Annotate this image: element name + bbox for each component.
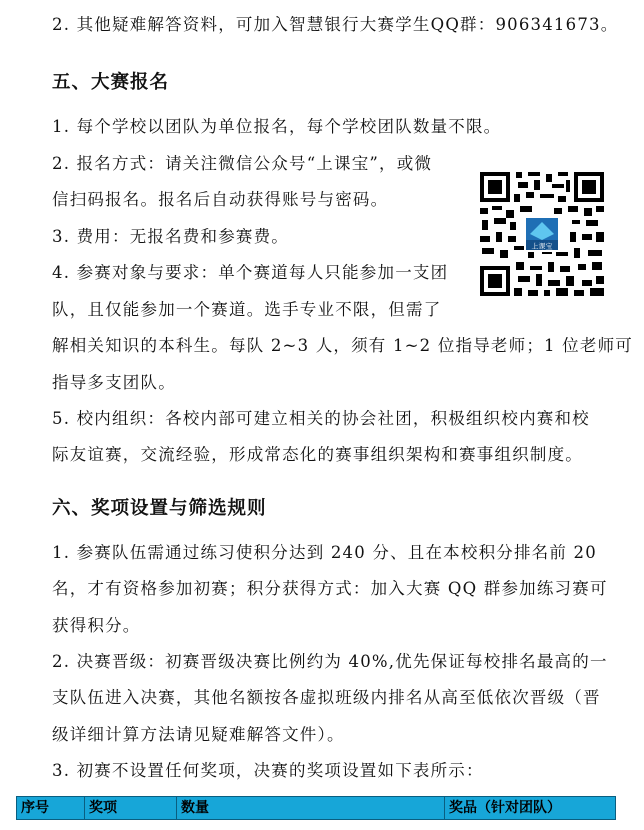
text-line: 际友谊赛，交流经验，形成常态化的赛事组织架构和赛事组织制度。 (52, 445, 583, 464)
text-line: 4. 参赛对象与要求：单个赛道每人只能参加一支团 (52, 263, 449, 282)
table-header-cell: 奖品（针对团队） (449, 800, 561, 816)
section-heading-5: 五、大赛报名 (52, 72, 170, 93)
text-line: 2. 决赛晋级：初赛晋级决赛比例约为 40%,优先保证每校排名最高的一 (52, 652, 608, 671)
table-header-cell: 序号 (17, 797, 85, 819)
text-line: 1. 每个学校以团队为单位报名，每个学校团队数量不限。 (52, 117, 502, 136)
text-line: 获得积分。 (52, 616, 141, 635)
section-heading-6: 六、奖项设置与筛选规则 (52, 498, 267, 519)
text-line: 级详细计算方法请见疑难解答文件）。 (52, 725, 345, 744)
text-line: 2. 其他疑难解答资料，可加入智慧银行大赛学生QQ群：906341673。 (52, 15, 619, 34)
text-line: 信扫码报名。报名后自动获得账号与密码。 (52, 190, 389, 209)
qr-code-image[interactable] (478, 170, 606, 298)
table-header-cell: 数量 (177, 797, 445, 819)
table-header-cell: 奖项 (85, 797, 177, 819)
text-line: 5. 校内组织：各校内部可建立相关的协会社团，积极组织校内赛和校 (52, 409, 590, 428)
text-line: 名，才有资格参加初赛；积分获得方式：加入大赛 QQ 群参加练习赛可 (52, 579, 608, 598)
text-line: 1. 参赛队伍需通过练习使积分达到 240 分、且在本校积分排名前 20 (52, 543, 597, 562)
awards-table-header (16, 796, 616, 820)
text-line: 2. 报名方式：请关注微信公众号“上课宝”，或微 (52, 154, 433, 173)
qr-logo-text: 上课宝 (531, 242, 553, 251)
text-line: 3. 费用：无报名费和参赛费。 (52, 227, 289, 246)
text-line: 指导多支团队。 (52, 373, 176, 392)
text-line: 队，且仅能参加一个赛道。选手专业不限，但需了 (52, 300, 442, 319)
text-line: 3. 初赛不设置任何奖项，决赛的奖项设置如下表所示： (52, 761, 484, 780)
text-line: 解相关知识的本科生。每队 2~3 人，须有 1~2 位指导老师；1 位老师可 (52, 336, 633, 355)
text-line: 支队伍进入决赛，其他名额按各虚拟班级内排名从高至低依次晋级（晋 (52, 688, 601, 707)
